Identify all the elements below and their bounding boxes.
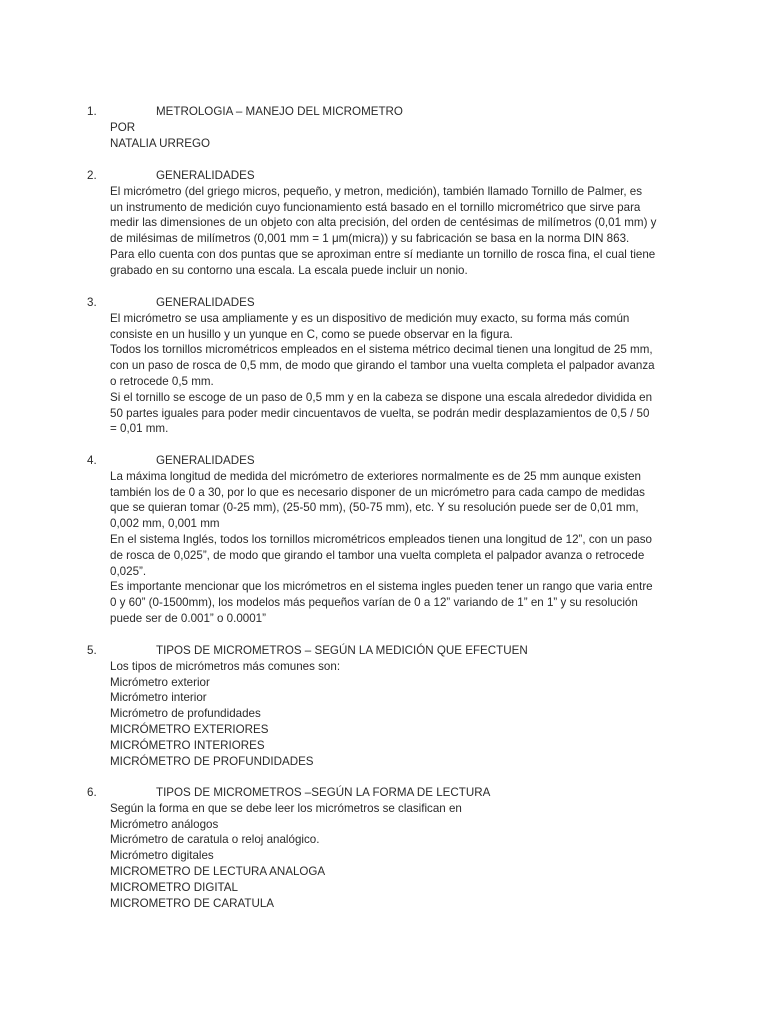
body-line: MICRÓMETRO DE PROFUNDIDADES (110, 754, 314, 768)
body-line: Si el tornillo se escoge de un paso de 0,5 mm y en la cabeza se dispone una escala alrededor dividida en (110, 390, 653, 404)
section-number: 4. (87, 454, 97, 467)
body-line: El micrómetro se usa ampliamente y es un dispositivo de medición muy exacto, su forma más común (110, 311, 630, 325)
body-line: un instrumento de medición cuyo funcionamiento está basado en el tornillo micrométrico que sirve para (110, 200, 641, 214)
section-number: 2. (87, 169, 97, 182)
body-line: = 0,01 mm. (110, 422, 169, 436)
body-line: Micrómetro análogos (110, 817, 219, 831)
body-line: 0 y 60” (0-1500mm), los modelos más pequeños varían de 0 a 12” variando de 1” en 1” y su resolución (110, 596, 638, 610)
section-number: 5. (87, 644, 97, 657)
body-line: El micrómetro (del griego micros, pequeño, y metron, medición), también llamado Tornillo de Palmer, es (110, 184, 643, 198)
body-line: consiste en un husillo y un yunque en C, como se puede observar en la figura. (110, 327, 513, 341)
body-line: MICROMETRO DIGITAL (110, 880, 238, 894)
section-5 (87, 643, 660, 769)
body-line: NATALIA URREGO (110, 136, 211, 150)
body-line: POR (110, 120, 136, 134)
body-line: Micrómetro interior (110, 691, 207, 705)
section-heading: GENERALIDADES (156, 169, 255, 182)
section-3 (87, 295, 660, 437)
body-line: 50 partes iguales para poder medir cincuentavos de vuelta, se podrán medir desplazamientos de 0,5 / 50 (110, 406, 650, 420)
body-line: Micrómetro exterior (110, 675, 210, 689)
body-line: grabado en su contorno una escala. La escala puede incluir un nonio. (110, 263, 468, 277)
section-heading: GENERALIDADES (156, 454, 255, 467)
section-1 (87, 104, 660, 151)
body-line: Es importante mencionar que los micrómetros en el sistema ingles pueden tener un rango que varia entre (110, 580, 653, 594)
body-line: puede ser de 0.001” o 0.0001” (110, 611, 266, 625)
body-line: En el sistema Inglés, todos los tornillos micrométricos empleados tienen una longitud de 12”, con un paso (110, 532, 652, 546)
body-line: de milésimas de milímetros (0,001 mm = 1 μm(micra)) y su fabricación se basa en la norma DIN 863. (110, 232, 630, 246)
section-4 (87, 453, 660, 627)
section-heading: TIPOS DE MICROMETROS – SEGÚN LA MEDICIÓN QUE EFECTUEN (156, 644, 528, 657)
body-line: MICROMETRO DE CARATULA (110, 896, 275, 910)
body-line: 0,025”. (110, 564, 147, 578)
body-line: Según la forma en que se debe leer los micrómetros se clasifican en (110, 801, 462, 815)
body-line: La máxima longitud de medida del micrómetro de exteriores normalmente es de 25 mm aunque existen (110, 469, 642, 483)
body-line: MICROMETRO DE LECTURA ANALOGA (110, 864, 326, 878)
section-6 (87, 785, 660, 911)
body-line: medir las dimensiones de un objeto con alta precisión, del orden de centésimas de milímetros (0,01 mm) y (110, 216, 657, 230)
body-line: también los de 0 a 30, por lo que es necesario disponer de un micrómetro para cada campo de medidas (110, 485, 645, 499)
section-heading: TIPOS DE MICROMETROS –SEGÚN LA FORMA DE LECTURA (156, 786, 491, 799)
body-line: o retrocede 0,5 mm. (110, 374, 214, 388)
section-number: 1. (87, 105, 97, 118)
body-line: con un paso de rosca de 0,5 mm, de modo que girando el tambor una vuelta completa el palpador avanza (110, 359, 655, 373)
section-2 (87, 168, 660, 279)
body-line: Para ello cuenta con dos puntas que se aproximan entre sí mediante un tornillo de rosca fina, el cual tiene (110, 247, 656, 261)
section-heading: GENERALIDADES (156, 296, 255, 309)
body-line: que se quieran tomar (0-25 mm), (25-50 mm), (50-75 mm), etc. Y su resolución puede ser de 0,01 mm, (110, 501, 639, 515)
body-line: de rosca de 0,025”, de modo que girando el tambor una vuelta completa el palpador avanza o retrocede (110, 548, 645, 562)
body-line: Micrómetro digitales (110, 849, 214, 863)
body-line: 0,002 mm, 0,001 mm (110, 517, 220, 531)
body-line: Micrómetro de profundidades (110, 707, 261, 721)
section-heading: METROLOGIA – MANEJO DEL MICROMETRO (156, 105, 403, 118)
body-line: MICRÓMETRO INTERIORES (110, 738, 265, 752)
body-line: Todos los tornillos micrométricos empleados en el sistema métrico decimal tienen una longitud de 25 mm, (110, 343, 653, 357)
section-number: 6. (87, 786, 97, 799)
section-number: 3. (87, 296, 97, 309)
body-line: Los tipos de micrómetros más comunes son: (110, 659, 341, 673)
body-line: Micrómetro de caratula o reloj analógico. (110, 833, 320, 847)
body-line: MICRÓMETRO EXTERIORES (110, 722, 269, 736)
